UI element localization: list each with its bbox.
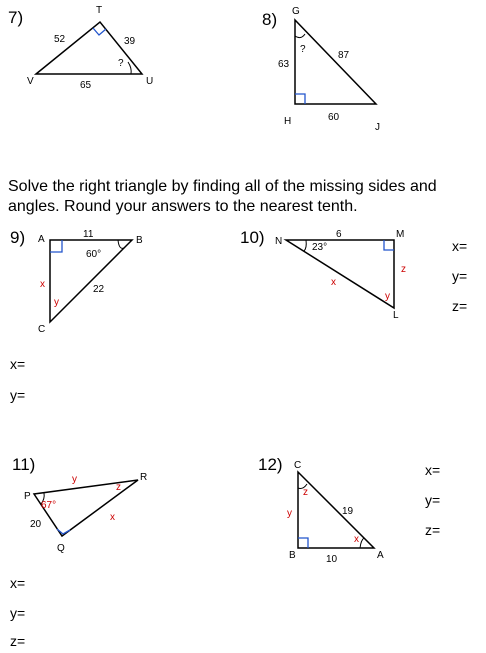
p10-answer-z: z= bbox=[452, 298, 468, 314]
side-VU-label: 65 bbox=[80, 80, 92, 91]
triangle-8-outline bbox=[295, 20, 376, 104]
side-CB-label: y bbox=[287, 508, 292, 519]
side-PR-label: y bbox=[72, 474, 77, 485]
p11-answer-x: x= bbox=[10, 575, 26, 591]
side-BC-label: 22 bbox=[93, 284, 105, 295]
p12-answer-x: x= bbox=[425, 462, 441, 478]
triangle-11 bbox=[24, 472, 147, 554]
vertex-V: V bbox=[27, 76, 34, 87]
angle-C-label: z bbox=[303, 487, 308, 498]
vertex-Q: Q bbox=[57, 543, 65, 554]
vertex-C: C bbox=[38, 324, 46, 335]
triangle-12-outline bbox=[298, 472, 374, 548]
vertex-C: C bbox=[294, 460, 302, 471]
triangle-7-angle-arc bbox=[128, 62, 131, 74]
problem-9-number: 9) bbox=[10, 228, 26, 247]
side-GH-label: 63 bbox=[278, 59, 290, 70]
angle-P-label: 67° bbox=[41, 500, 57, 511]
angle-B-label: 60° bbox=[86, 249, 102, 260]
vertex-U: U bbox=[146, 76, 154, 87]
triangle-12-right-angle-mark bbox=[298, 538, 308, 548]
triangle-8-right-angle-mark bbox=[295, 94, 305, 104]
vertex-P: P bbox=[24, 491, 31, 502]
triangle-10-angle-arc bbox=[304, 240, 306, 251]
problem-7-number: 7) bbox=[8, 8, 24, 27]
p12-answer-y: y= bbox=[425, 492, 441, 508]
side-NM-label: 6 bbox=[336, 229, 342, 240]
vertex-H: H bbox=[284, 116, 292, 127]
triangle-8-angle-arc bbox=[295, 34, 305, 38]
side-BA-label: 10 bbox=[326, 554, 338, 565]
triangle-9 bbox=[38, 229, 143, 335]
side-AB-label: 11 bbox=[83, 229, 94, 240]
vertex-M: M bbox=[396, 229, 405, 240]
problem-8-number: 8) bbox=[262, 10, 278, 29]
problem-10-number: 10) bbox=[240, 228, 265, 247]
p9-answer-y: y= bbox=[10, 387, 26, 403]
vertex-L: L bbox=[393, 310, 399, 321]
problem-12-number: 12) bbox=[258, 455, 283, 474]
angle-A-label: x bbox=[354, 534, 359, 545]
side-ML-label: z bbox=[401, 264, 406, 275]
instructions-line-1: Solve the right triangle by finding all of the missing sides and bbox=[8, 178, 437, 195]
triangle-7-right-angle-mark bbox=[93, 28, 106, 35]
side-CA-label: 19 bbox=[342, 506, 354, 517]
vertex-J: J bbox=[375, 122, 380, 133]
triangle-9-angle-arc bbox=[118, 240, 124, 248]
p11-answer-z: z= bbox=[10, 633, 26, 649]
side-HJ-label: 60 bbox=[328, 112, 340, 123]
triangle-12-angle-arc-a bbox=[360, 538, 364, 548]
vertex-N: N bbox=[275, 236, 283, 247]
triangle-12 bbox=[287, 460, 384, 565]
vertex-A: A bbox=[38, 234, 45, 245]
p9-answer-x: x= bbox=[10, 356, 26, 372]
side-TU-label: 39 bbox=[124, 36, 136, 47]
angle-N-label: 23° bbox=[312, 242, 328, 253]
problem-11-number: 11) bbox=[12, 455, 36, 474]
triangle-9-right-angle-mark bbox=[50, 240, 62, 252]
vertex-B: B bbox=[289, 550, 296, 561]
triangle-8 bbox=[278, 6, 380, 133]
vertex-T: T bbox=[96, 5, 103, 16]
side-VT-label: 52 bbox=[54, 34, 66, 45]
instructions-line-2: angles. Round your answers to the nearest tenth. bbox=[8, 198, 358, 215]
triangle-10-right-angle-mark bbox=[384, 240, 394, 250]
triangle-10-outline bbox=[286, 240, 394, 308]
triangle-7-outline bbox=[36, 22, 142, 74]
vertex-R: R bbox=[140, 472, 148, 483]
side-QR-label: x bbox=[110, 512, 115, 523]
angle-R-label: z bbox=[116, 482, 121, 493]
angle-U-unknown-label: ? bbox=[118, 58, 124, 69]
side-NL-label: x bbox=[331, 277, 336, 288]
p10-answer-x: x= bbox=[452, 238, 468, 254]
angle-G-unknown-label: ? bbox=[300, 44, 306, 55]
triangle-7 bbox=[27, 5, 153, 91]
triangle-10 bbox=[275, 229, 406, 321]
vertex-B: B bbox=[136, 235, 143, 246]
side-AC-label: x bbox=[40, 279, 45, 290]
angle-L-label: y bbox=[385, 291, 390, 302]
angle-C-label: y bbox=[54, 297, 59, 308]
side-PQ-label: 20 bbox=[30, 519, 42, 530]
p12-answer-z: z= bbox=[425, 522, 441, 538]
p10-answer-y: y= bbox=[452, 268, 468, 284]
vertex-A: A bbox=[377, 550, 384, 561]
side-GJ-label: 87 bbox=[338, 50, 350, 61]
vertex-G: G bbox=[292, 6, 300, 17]
p11-answer-y: y= bbox=[10, 605, 26, 621]
